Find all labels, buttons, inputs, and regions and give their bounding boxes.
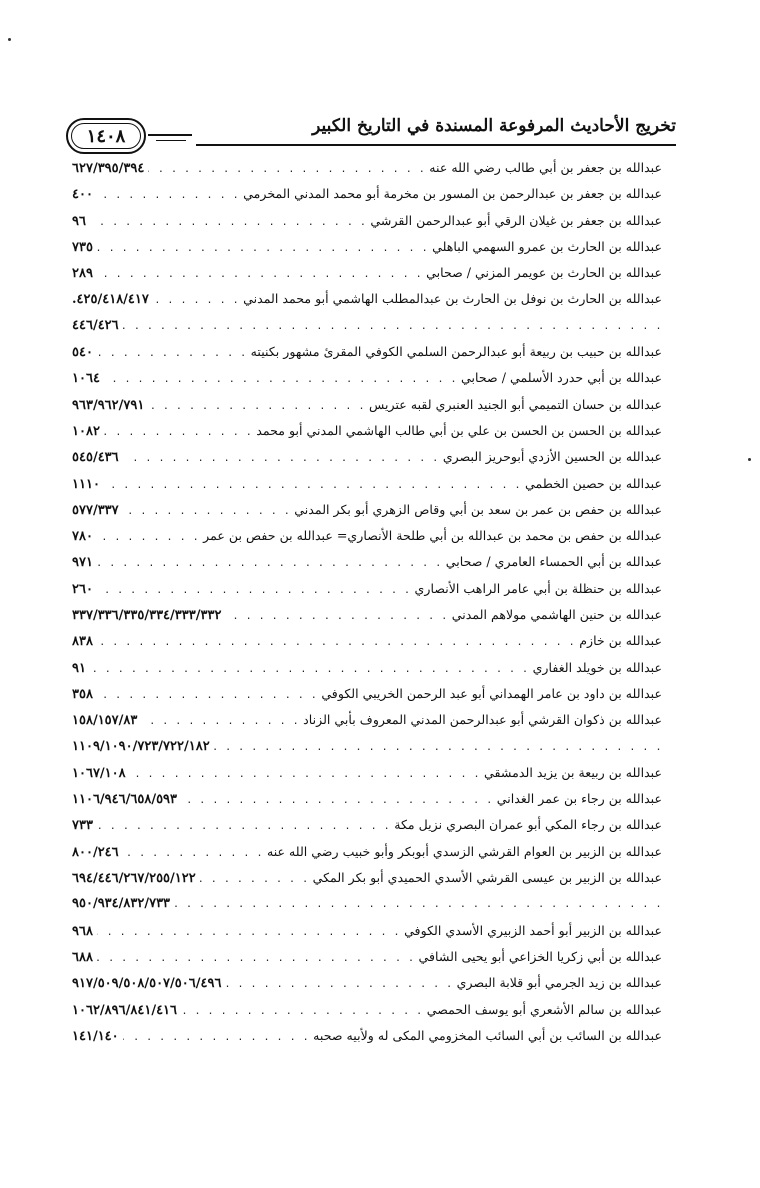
entry-name: عبدالله بن ربيعة بن يزيد الدمشقي — [484, 764, 662, 780]
entry-name: عبدالله بن الزبير بن عيسى القرشي الأسدي الحميدي أبو بكر المكي — [312, 870, 662, 886]
entry-name: عبدالله بن حنين الهاشمي مولاهم المدني — [451, 607, 662, 623]
entry-name: عبدالله بن جعفر بن أبي طالب رضي الله عنه — [429, 160, 662, 175]
leader-dots — [200, 867, 309, 893]
index-entry — [72, 155, 662, 181]
entry-name: عبدالله بن حسان التميمي أبو الجنيد العنبري لقبه عتريس — [369, 396, 662, 412]
entry-pages: ٥٧٧/٣٣٧ — [72, 502, 119, 518]
entry-name: عبدالله بن الزبير بن العوام القرشي الزسدي أبوبكر وأبو خبيب رضي الله عنه — [266, 843, 662, 859]
entry-name: عبدالله بن داود بن عامر الهمداني أبو عبد الرحمن الخريبي الكوفي — [321, 685, 662, 701]
index-entry — [72, 997, 662, 1023]
entry-name: عبدالله بن حبيب بن ربيعة أبو عبدالرحمن السلمي الكوفي المقرئ مشهور بكنيته — [250, 344, 662, 360]
entry-pages: ٩٧١ — [72, 555, 93, 571]
entry-pages: ٩٥٠/٩٣٤/٨٣٢/٧٣٣ — [72, 896, 171, 912]
leader-dots — [225, 972, 452, 998]
leader-dots — [97, 683, 317, 709]
index-entry — [72, 339, 662, 365]
entry-pages: ٩١٧/٥٠٩/٥٠٨/٥٠٧/٥٠٦/٤٩٦ — [72, 976, 222, 992]
leader-dots — [97, 525, 199, 551]
index-entry — [72, 707, 662, 733]
scan-speck — [8, 38, 11, 41]
entry-pages: ٩٦٨ — [72, 923, 93, 939]
index-entry — [72, 681, 662, 707]
entry-pages: ١٤١/١٤٠ — [72, 1028, 119, 1044]
entry-name: عبدالله بن زيد الجرمي أبو قلابة البصري — [456, 975, 662, 991]
entry-pages: ٧٨٠ — [72, 529, 93, 545]
header-rule — [196, 144, 676, 146]
index-entry — [72, 865, 662, 891]
index-entry-continuation — [72, 891, 662, 917]
entry-pages: ١٠٨٢ — [72, 423, 100, 439]
entry-pages: ٨٠٠/٢٤٦ — [72, 844, 119, 860]
index-entry — [72, 181, 662, 207]
leader-dots — [97, 183, 239, 209]
entry-name: عبدالله بن خازم — [579, 633, 662, 649]
index-entry — [72, 392, 662, 418]
entry-pages: ٦٢٧/٣٩٥/٣٩٤ — [72, 161, 145, 176]
index-entry-continuation — [72, 313, 662, 339]
index-entry — [72, 944, 662, 970]
index-entry — [72, 786, 662, 812]
entry-name: عبدالله بن الحسن بن الحسن بن علي بن أبي طالب الهاشمي المدني أبو محمد — [256, 422, 662, 438]
entry-name: عبدالله بن الحارث بن نوفل بن الحارث بن عبدالمطلب الهاشمي أبو محمد المدني — [243, 291, 662, 307]
entry-pages: ٤٠٠ — [72, 187, 93, 203]
leader-dots — [123, 1025, 310, 1051]
entry-pages: ٣٣٧/٣٣٦/٣٣٥/٣٣٤/٣٣٣/٣٣٢ — [72, 608, 222, 624]
leader-dots — [104, 420, 252, 446]
index-entry — [72, 365, 662, 391]
entry-name: عبدالله بن الزبير أبو أحمد الزبيري الأسدي الكوفي — [404, 922, 662, 938]
leader-dots — [181, 788, 493, 814]
entry-name: عبدالله بن خويلد الغفاري — [532, 659, 662, 675]
leader-dots — [90, 657, 529, 683]
index-entry — [72, 208, 662, 234]
entry-pages: ٢٨٩ — [72, 266, 93, 282]
entry-pages: ٩١ — [72, 660, 86, 676]
index-entry — [72, 576, 662, 602]
leader-dots — [97, 946, 415, 972]
leader-dots — [104, 473, 521, 499]
index-entry — [72, 471, 662, 497]
entry-pages: ١٥٨/١٥٧/٨٣ — [72, 713, 138, 729]
running-title: تخريج الأحاديث المرفوعة المسندة في التاريخ الكبير — [312, 116, 676, 136]
entry-name: عبدالله بن رجاء المكي أبو عمران البصري نزيل مكة — [394, 817, 662, 833]
leader-dots — [123, 841, 263, 867]
leader-dots — [97, 262, 422, 288]
index-entry — [72, 523, 662, 549]
entry-pages: ٩٦ — [72, 213, 86, 229]
leader-dots — [181, 999, 423, 1025]
header-ornament — [156, 140, 186, 141]
leader-dots — [130, 762, 480, 788]
leader-dots — [174, 892, 662, 918]
index-entry — [72, 655, 662, 681]
entry-name: عبدالله بن سالم الأشعري أبو يوسف الحمصي — [426, 1001, 662, 1017]
index-entry-continuation — [72, 734, 662, 760]
entry-pages: ١١٠٩/١٠٩٠/٧٢٣/٧٢٢/١٨٢ — [72, 738, 210, 754]
leader-dots — [148, 157, 425, 183]
leader-dots — [97, 236, 428, 262]
index-entry — [72, 444, 662, 470]
page-number-frame — [66, 118, 146, 154]
entry-pages: ٤٤٦/٤٢٦ — [72, 317, 119, 333]
entry-name: عبدالله بن الحارث بن عويمر المزني / صحابي — [426, 265, 662, 281]
index-entry — [72, 286, 662, 312]
leader-dots — [90, 210, 366, 236]
page-number: ١٤٠٨ — [86, 125, 126, 147]
entry-name: عبدالله بن جعفر بن غيلان الرقي أبو عبدالرحمن القرشي — [370, 212, 662, 228]
leader-dots — [97, 920, 400, 946]
entry-pages: .٤٢٥/٤١٨/٤١٧ — [72, 292, 149, 308]
entry-pages: ٢٦٠ — [72, 581, 93, 597]
scan-speck — [748, 458, 751, 461]
entry-pages: ٧٣٣ — [72, 818, 93, 834]
index-entry — [72, 418, 662, 444]
leader-dots — [123, 499, 291, 525]
leader-dots — [148, 394, 365, 420]
index-entry — [72, 760, 662, 786]
entry-pages: ٣٥٨ — [72, 686, 93, 702]
index-entry — [72, 260, 662, 286]
leader-dots — [153, 288, 239, 314]
entry-pages: ٦٨٨ — [72, 949, 93, 965]
entry-pages: ٧٣٥ — [72, 239, 93, 255]
leader-dots — [123, 446, 439, 472]
leader-dots — [104, 367, 457, 393]
entry-name: عبدالله بن ذكوان القرشي أبو عبدالرحمن المدني المعروف بأبي الزناد — [303, 712, 662, 728]
entry-pages: ١٠٦٤ — [72, 371, 100, 387]
entry-pages: ١١٠٦/٩٤٦/٦٥٨/٥٩٣ — [72, 792, 178, 808]
entry-pages: ١١١٠ — [72, 476, 100, 492]
entry-pages: ٥٤٠ — [72, 345, 93, 361]
index-entry — [72, 234, 662, 260]
index-entry — [72, 602, 662, 628]
entry-name: عبدالله بن الحارث بن عمرو السهمي الباهلي — [432, 238, 662, 254]
index-entry — [72, 1023, 662, 1049]
entry-name: عبدالله بن حصين الخطمي — [525, 475, 662, 491]
entry-name: عبدالله بن رجاء بن عمر الغداني — [496, 791, 662, 807]
entry-name: عبدالله بن جعفر بن عبدالرحمن بن المسور بن مخرمة أبو محمد المدني المخرمي — [243, 186, 662, 202]
leader-dots — [123, 314, 662, 340]
index-entry — [72, 839, 662, 865]
leader-dots — [225, 604, 447, 630]
entry-name: عبدالله بن أبي حدرد الأسلمي / صحابي — [461, 370, 662, 386]
index-entry — [72, 918, 662, 944]
entry-pages: ٩٦٣/٩٦٢/٧٩١ — [72, 397, 145, 413]
entry-name: عبدالله بن حفص بن محمد بن عبدالله بن أبي طلحة الأنصاري= عبدالله بن حفص بن عمر — [203, 528, 662, 544]
entry-name: عبدالله بن الحسين الأزدي أبوحريز البصري — [442, 449, 662, 465]
leader-dots — [214, 735, 662, 761]
leader-dots — [97, 578, 411, 604]
entry-pages: ٦٩٤/٤٤٦/٢٦٧/٢٥٥/١٢٢ — [72, 871, 196, 887]
leader-dots — [141, 709, 299, 735]
index-entry — [72, 970, 662, 996]
entry-name: عبدالله بن أبي زكريا الخزاعي أبو يحيى الشافي — [418, 948, 662, 964]
index-entry — [72, 497, 662, 523]
entry-name: عبدالله بن السائب بن أبي السائب المخزومي المكى له ولأبيه صحبه — [313, 1027, 662, 1043]
leader-dots — [97, 341, 247, 367]
entry-pages: ٨٣٨ — [72, 634, 93, 650]
index-list — [72, 155, 662, 1049]
entry-name: عبدالله بن أبي الحمساء العامري / صحابي — [445, 554, 662, 570]
entry-name: عبدالله بن حفص بن عمر بن سعد بن أبي وقاص الزهري أبو بكر المدني — [294, 501, 662, 517]
entry-pages: ١٠٦٢/٨٩٦/٨٤١/٤١٦ — [72, 1002, 178, 1018]
entry-pages: ١٠٦٧/١٠٨ — [72, 765, 126, 781]
page-header — [66, 110, 676, 154]
entry-pages: ٥٤٥/٤٣٦ — [72, 450, 119, 466]
index-entry — [72, 812, 662, 838]
leader-dots — [97, 551, 442, 577]
leader-dots — [97, 814, 390, 840]
leader-dots — [97, 630, 575, 656]
index-entry — [72, 549, 662, 575]
index-entry — [72, 628, 662, 654]
entry-name: عبدالله بن حنظلة بن أبي عامر الراهب الأنصاري — [414, 580, 662, 596]
header-ornament — [148, 134, 192, 136]
